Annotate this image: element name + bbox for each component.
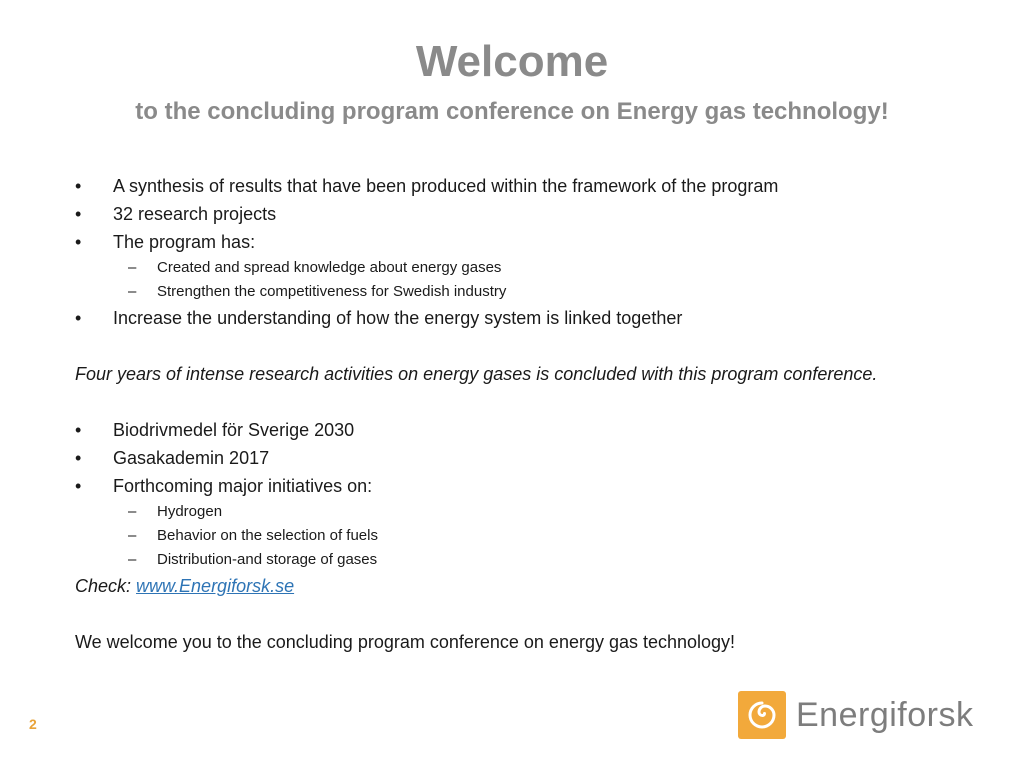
bullet-item	[75, 472, 975, 500]
bullet-text: 32 research projects	[113, 204, 277, 224]
bullet-item	[75, 304, 975, 332]
bullet-icon: •	[75, 420, 82, 440]
sub-bullet-item	[75, 500, 975, 524]
sub-bullet-item	[75, 256, 975, 280]
dash-icon: –	[128, 259, 137, 276]
check-line	[75, 572, 975, 600]
sub-bullet-text: Created and spread knowledge about energy gases	[157, 259, 502, 276]
check-label: Check:	[75, 576, 137, 596]
energiforsk-logo	[738, 689, 973, 741]
dash-icon: –	[128, 283, 137, 300]
dash-icon: –	[128, 503, 137, 520]
bullet-item	[75, 228, 975, 256]
bullet-icon: •	[75, 176, 82, 196]
sub-bullet-text: Behavior on the selection of fuels	[157, 527, 378, 544]
bullet-icon: •	[75, 308, 82, 328]
bullet-item	[75, 416, 975, 444]
bullet-item	[75, 444, 975, 472]
bullet-text: The program has:	[113, 232, 256, 252]
bullet-icon: •	[75, 204, 82, 224]
italic-note: Four years of intense research activities on energy gases is concluded with this program conference.	[75, 364, 878, 384]
sub-bullet-text: Hydrogen	[157, 503, 223, 520]
sub-bullet-text: Distribution-and storage of gases	[157, 551, 378, 568]
bullet-text: Gasakademin 2017	[113, 448, 270, 468]
sub-bullet-item	[75, 280, 975, 304]
closing-text: We welcome you to the concluding program conference on energy gas technology!	[75, 632, 736, 652]
slide-subtitle: to the concluding program conference on Energy gas technology!	[135, 98, 889, 125]
bullet-text: A synthesis of results that have been produced within the framework of the program	[113, 176, 779, 196]
bullet-item	[75, 200, 975, 228]
energiforsk-spiral-logo-icon	[738, 691, 786, 739]
sub-bullet-item	[75, 524, 975, 548]
bullet-icon: •	[75, 448, 82, 468]
bullet-text: Forthcoming major initiatives on:	[113, 476, 373, 496]
logo-text: Energiforsk	[796, 696, 974, 734]
bullet-text: Increase the understanding of how the energy system is linked together	[113, 308, 683, 328]
sub-bullet-item	[75, 548, 975, 572]
dash-icon: –	[128, 551, 137, 568]
energiforsk-link[interactable]: www.Energiforsk.se	[136, 576, 295, 596]
dash-icon: –	[128, 527, 137, 544]
bullet-icon: •	[75, 476, 82, 496]
bullet-icon: •	[75, 232, 82, 252]
bullet-item	[75, 172, 975, 200]
slide-body	[75, 172, 975, 656]
bullet-text: Biodrivmedel för Sverige 2030	[113, 420, 355, 440]
sub-bullet-text: Strengthen the competitiveness for Swedish industry	[157, 283, 507, 300]
slide-title: Welcome	[415, 37, 609, 86]
page-number: 2	[29, 716, 37, 732]
